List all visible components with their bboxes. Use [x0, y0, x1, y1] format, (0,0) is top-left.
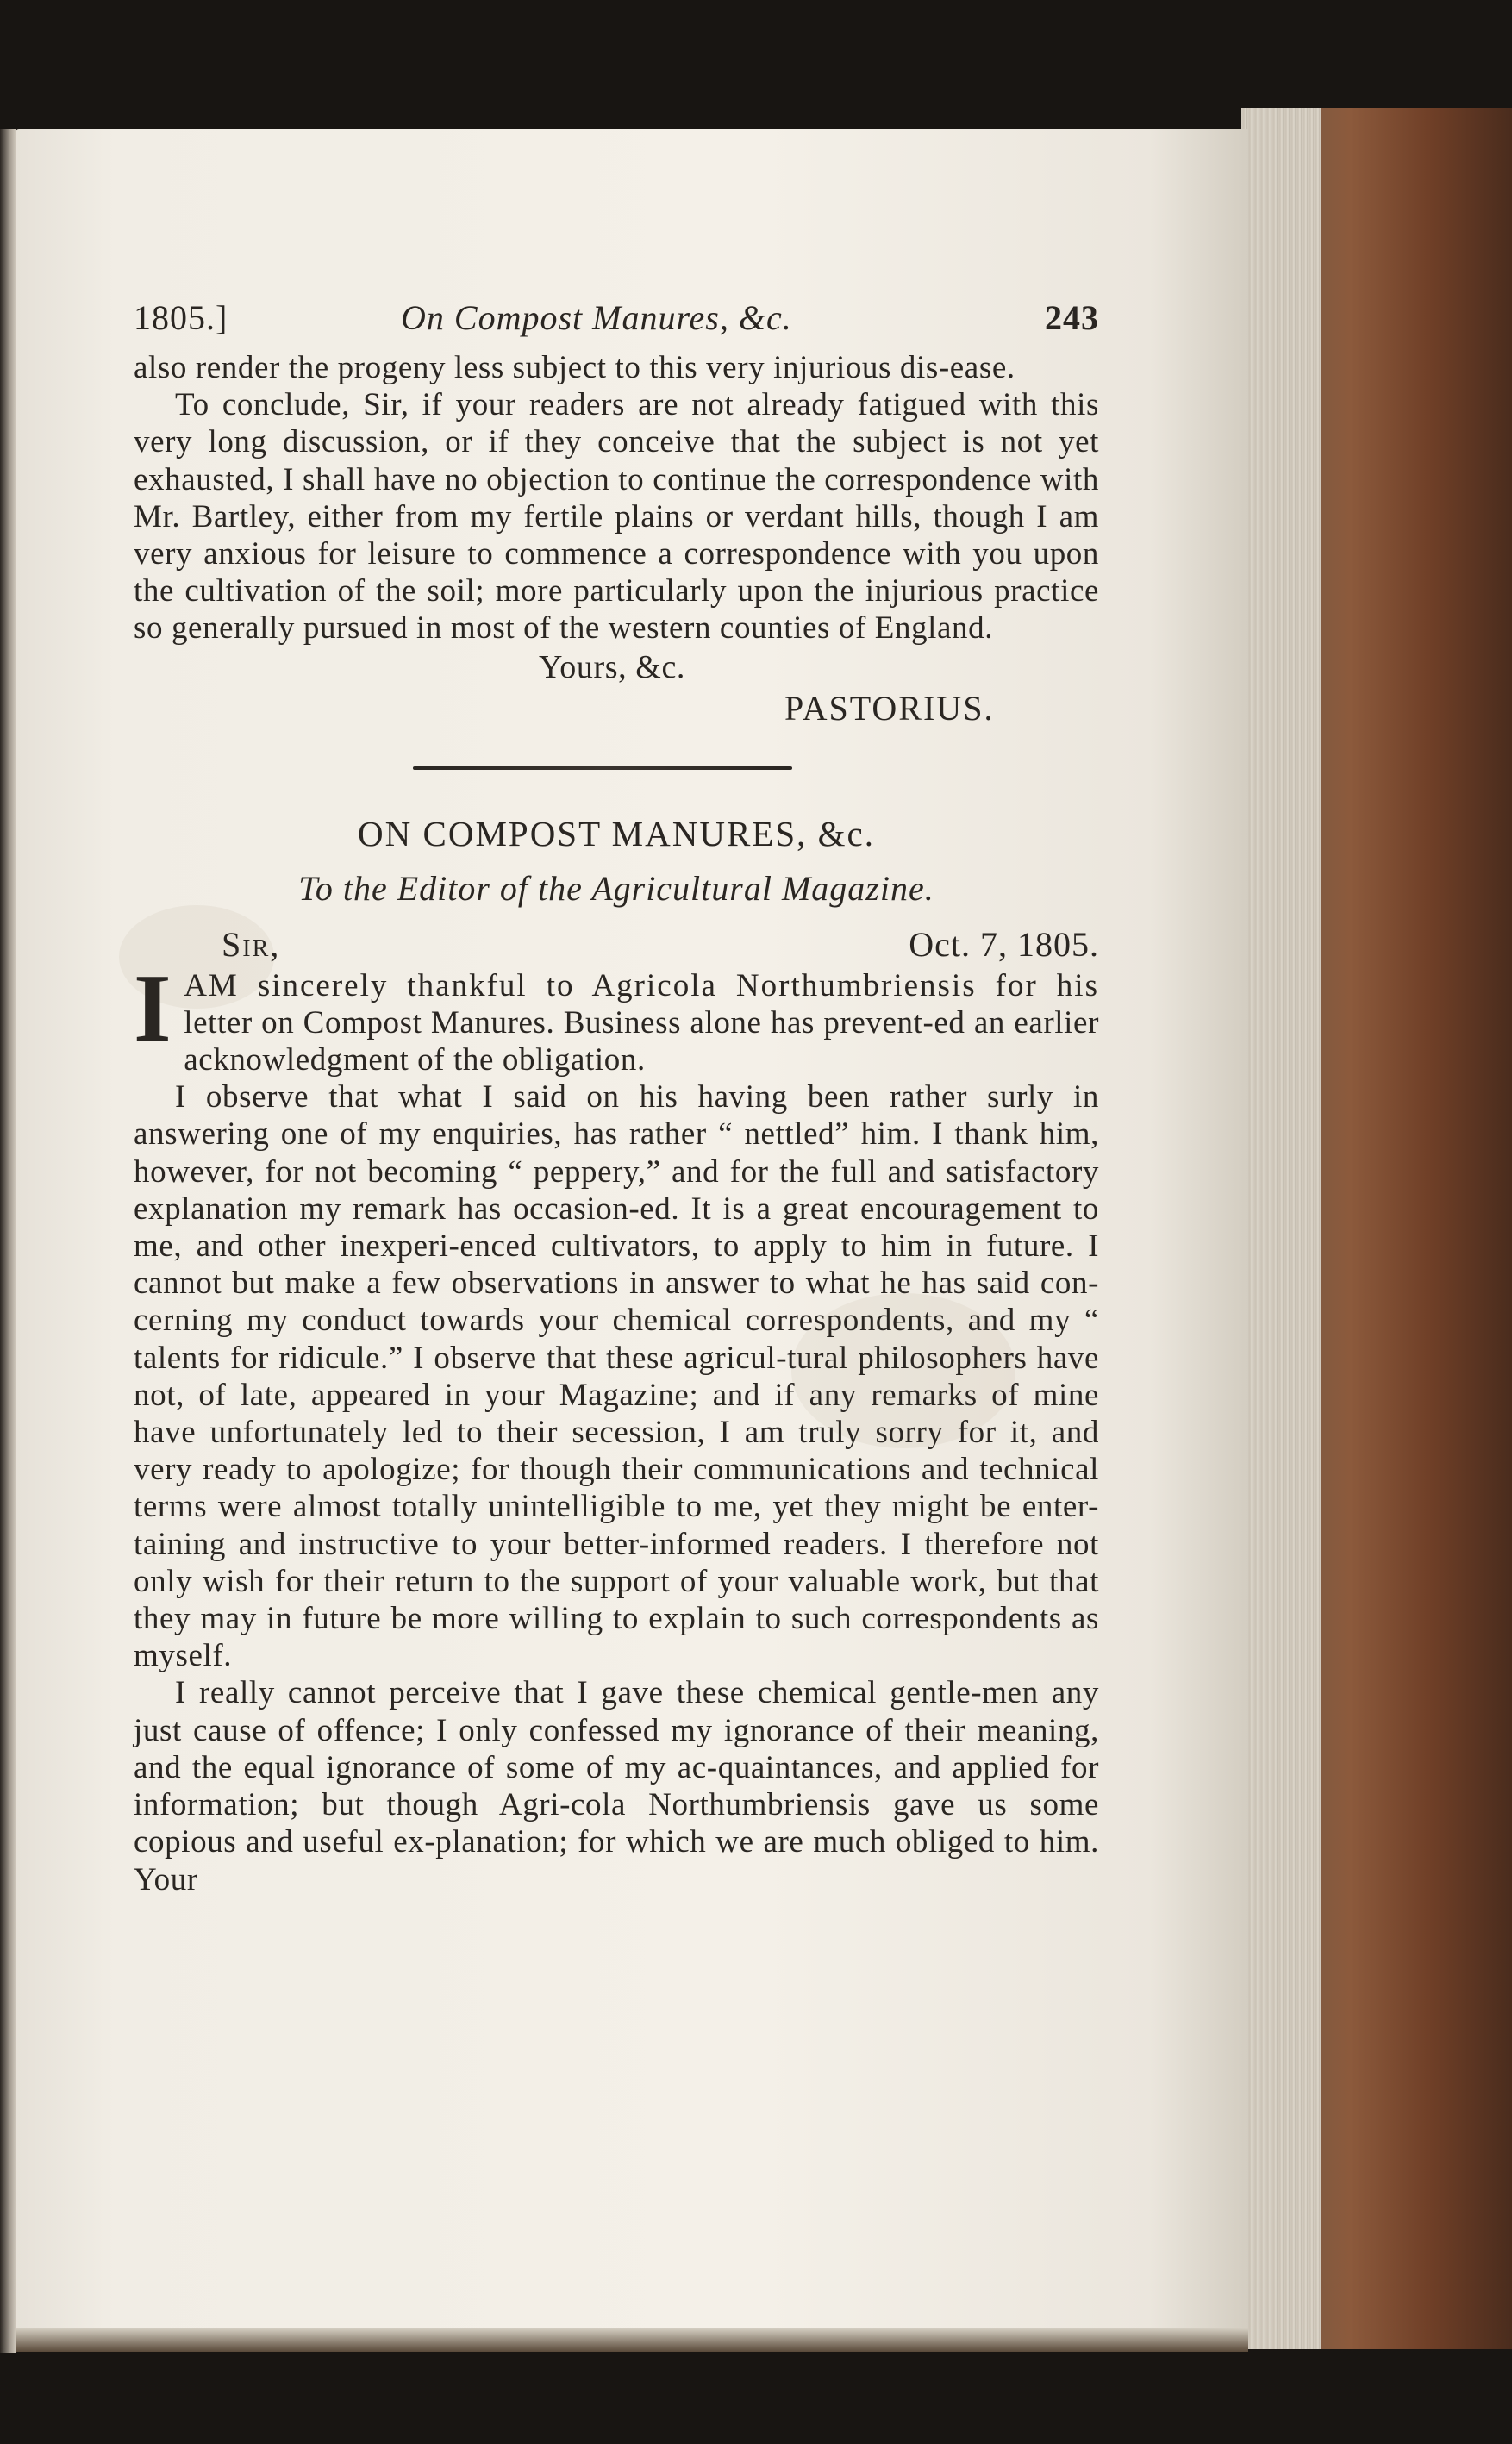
running-head	[134, 297, 1099, 349]
article-paragraph: I really cannot perceive that I gave these chemical gentle-men any just cause of offence; I only confessed my ignorance of their meaning, and the equal ignorance of some of my ac-quaintances, and applied for information; but though Agri-cola Northumbriensis gave us some copious and useful ex-planation; for which we are much obliged to him. Your	[134, 1675, 1099, 1897]
previous-letter-paragraph: To conclude, Sir, if your readers are not already fatigued with this very long discussion, or if they conceive that the subject is not yet exhausted, I shall have no objection to continue the correspondence with Mr. Bartley, either from my fertile plains or verdant hills, though I am very anxious for leisure to commence a correspondence with you upon the cultivation of the soil; more particularly upon the injurious practice so generally pursued in most of the western counties of England.	[134, 387, 1099, 647]
article-heading: ON COMPOST MANURES, &c.	[358, 813, 875, 853]
letter-signature: PASTORIUS.	[784, 688, 995, 728]
running-head-year: 1805.]	[134, 298, 228, 337]
salutation: Sir,	[222, 924, 281, 964]
drop-cap: I	[134, 954, 172, 1062]
article-paragraph	[134, 954, 1099, 1079]
section-divider	[413, 766, 792, 770]
left-page-edge	[0, 129, 16, 2353]
article-paragraph: I observe that what I said on his having been rather surly in answering one of my enquiries, has rather “ nettled” him. I thank him, however, for not becoming “ peppery,” and for the full and satisfactory explanation my remark has occasion-ed. It is a great encouragement to me, and other inexperi-enced cultivators, to apply to him in future. I cannot but make a few observations in answer to what he has said con-cerning my conduct towards your chemical correspondents, and my “ talents for ridicule.” I observe that these agricul-tural philosophers have not, of late, appeared in your Magazine; and if any remarks of mine have unfortunately led to their secession, I am truly sorry for it, and very ready to apologize; for though their communications and technical terms were almost totally unintelligible to me, yet they might be enter-taining and instructive to your better-informed readers. I therefore not only wish for their return to the support of your valuable work, but that they may in future be more willing to explain to such correspondents as myself.	[134, 1079, 1099, 1674]
running-head-title: On Compost Manures, &c.	[401, 298, 792, 337]
page-text	[134, 297, 1099, 1898]
article-subheading: To the Editor of the Agricultural Magazine.	[298, 868, 934, 908]
article-paragraph-text: AM sincerely thankful to Agricola Northumbriensis for his letter on Compost Manures. Business alone has prevent-ed an earlier acknowledgment of the obligation.	[184, 967, 1099, 1078]
salutation-line	[134, 924, 1099, 967]
page-edges	[1241, 108, 1321, 2349]
bottom-page-edge	[16, 2328, 1248, 2352]
letter-date: Oct. 7, 1805.	[909, 924, 1099, 964]
previous-letter-paragraph: also render the progeny less subject to this very injurious dis-ease.	[134, 350, 1015, 385]
page-number: 243	[1045, 298, 1099, 337]
letter-closing: Yours, &c.	[539, 648, 686, 685]
